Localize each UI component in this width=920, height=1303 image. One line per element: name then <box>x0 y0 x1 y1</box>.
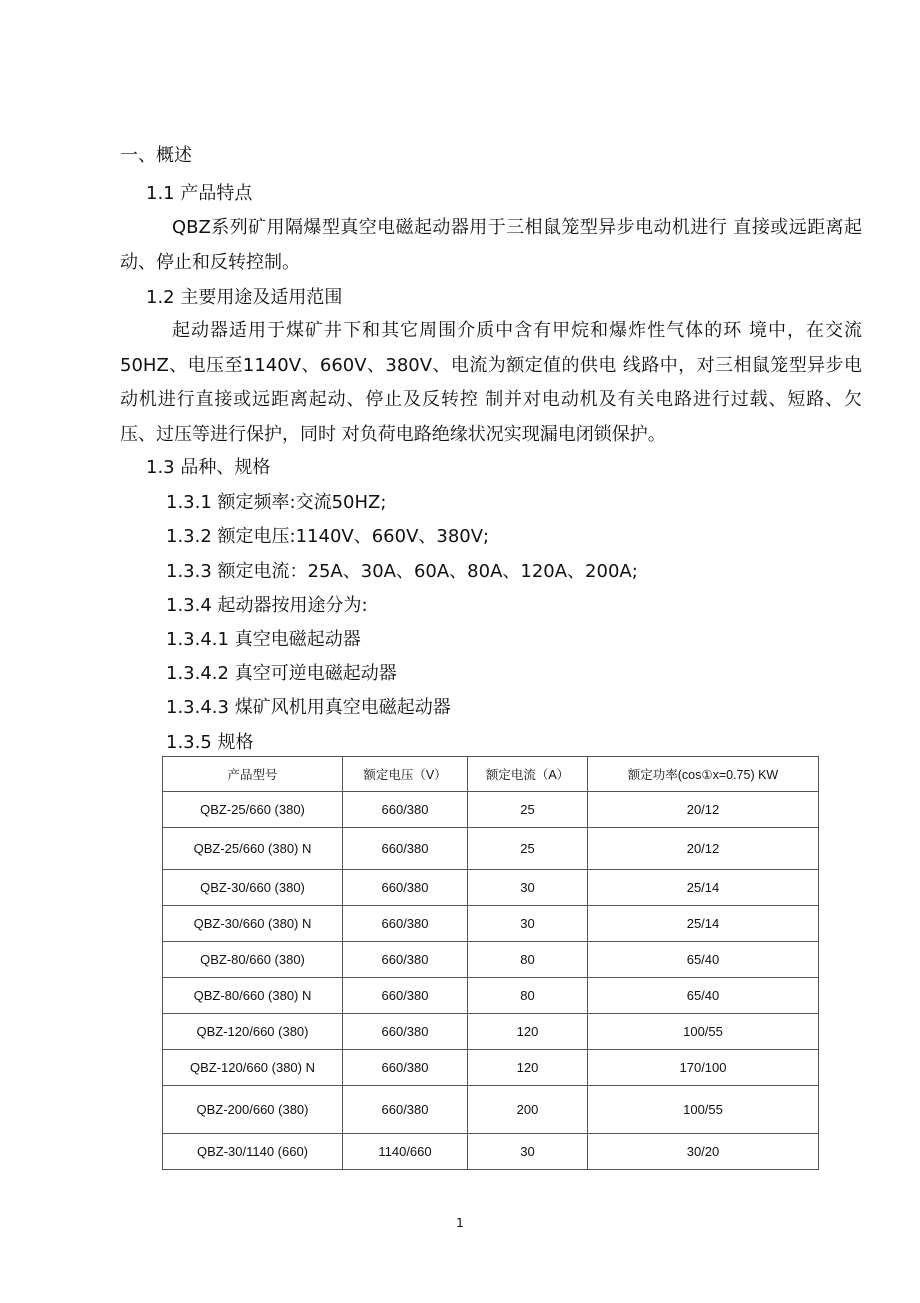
cell-model: QBZ-30/660 (380) <box>163 870 343 906</box>
cell-model: QBZ-200/660 (380) <box>163 1086 343 1134</box>
cell-power: 65/40 <box>588 978 819 1014</box>
cell-current: 120 <box>468 1050 588 1086</box>
cell-voltage: 660/380 <box>343 942 468 978</box>
header-power: 额定功率(cos①x=0.75) KW <box>588 757 819 792</box>
cell-current: 120 <box>468 1014 588 1050</box>
table-row <box>163 906 819 942</box>
cell-power: 65/40 <box>588 942 819 978</box>
table-row <box>163 942 819 978</box>
cell-model: QBZ-25/660 (380) N <box>163 828 343 870</box>
item-1-3-4: 1.3.4 起动器按用途分为: <box>166 595 368 616</box>
cell-model: QBZ-120/660 (380) <box>163 1014 343 1050</box>
paragraph-product-features: QBZ系列矿用隔爆型真空电磁起动器用于三相鼠笼型异步电动机进行 直接或远距离起动、停止和反转控制。 <box>120 217 862 273</box>
cell-current: 80 <box>468 942 588 978</box>
cell-model: QBZ-25/660 (380) <box>163 792 343 828</box>
cell-voltage: 660/380 <box>343 1086 468 1134</box>
paragraph-usage-scope: 起动器适用于煤矿井下和其它周围介质中含有甲烷和爆炸性气体的环 境中，在交流50HZ、电压至1140V、660V、380V、电流为额定值的供电 线路中，对三相鼠笼型异步电动机进行直接或远距离起动、停止及反转控 制并对电动机及有关电路进行过载、短路、欠压、过压等进行保护，同时 对负荷电路绝缘状况实现漏电闭锁保护。 <box>120 320 862 445</box>
table-row <box>163 870 819 906</box>
table-header-row <box>163 757 819 792</box>
cell-current: 200 <box>468 1086 588 1134</box>
cell-model: QBZ-120/660 (380) N <box>163 1050 343 1086</box>
cell-power: 170/100 <box>588 1050 819 1086</box>
item-1-3-3: 1.3.3 额定电流：25A、30A、60A、80A、120A、200A; <box>166 561 638 582</box>
cell-current: 80 <box>468 978 588 1014</box>
heading-1-3: 1.3 品种、规格 <box>146 457 271 478</box>
cell-voltage: 660/380 <box>343 792 468 828</box>
cell-voltage: 660/380 <box>343 978 468 1014</box>
item-1-3-5: 1.3.5 规格 <box>166 732 254 753</box>
header-model: 产品型号 <box>163 757 343 792</box>
cell-current: 30 <box>468 1134 588 1170</box>
cell-power: 100/55 <box>588 1014 819 1050</box>
table-row <box>163 1086 819 1134</box>
cell-voltage: 660/380 <box>343 1050 468 1086</box>
cell-current: 25 <box>468 828 588 870</box>
cell-voltage: 660/380 <box>343 870 468 906</box>
table-row <box>163 828 819 870</box>
cell-model: QBZ-80/660 (380) <box>163 942 343 978</box>
table-row <box>163 1134 819 1170</box>
heading-1-1: 1.1 产品特点 <box>146 183 253 204</box>
table-row <box>163 1014 819 1050</box>
cell-model: QBZ-80/660 (380) N <box>163 978 343 1014</box>
cell-current: 25 <box>468 792 588 828</box>
cell-current: 30 <box>468 870 588 906</box>
item-1-3-1: 1.3.1 额定频率:交流50HZ; <box>166 492 387 513</box>
cell-power: 25/14 <box>588 870 819 906</box>
item-1-3-4-3: 1.3.4.3 煤矿风机用真空电磁起动器 <box>166 697 451 718</box>
item-1-3-2: 1.3.2 额定电压:1140V、660V、380V; <box>166 526 490 547</box>
cell-power: 100/55 <box>588 1086 819 1134</box>
cell-voltage: 660/380 <box>343 1014 468 1050</box>
section-title: 一、概述 <box>120 145 192 166</box>
table-row <box>163 792 819 828</box>
header-voltage: 额定电压（V） <box>343 757 468 792</box>
table-row <box>163 978 819 1014</box>
cell-model: QBZ-30/1140 (660) <box>163 1134 343 1170</box>
cell-power: 20/12 <box>588 792 819 828</box>
cell-model: QBZ-30/660 (380) N <box>163 906 343 942</box>
cell-power: 25/14 <box>588 906 819 942</box>
heading-1-2: 1.2 主要用途及适用范围 <box>146 287 343 308</box>
cell-power: 20/12 <box>588 828 819 870</box>
cell-current: 30 <box>468 906 588 942</box>
cell-voltage: 1140/660 <box>343 1134 468 1170</box>
cell-voltage: 660/380 <box>343 906 468 942</box>
header-current: 额定电流（A） <box>468 757 588 792</box>
table-row <box>163 1050 819 1086</box>
page-number: 1 <box>456 1216 464 1230</box>
item-1-3-4-1: 1.3.4.1 真空电磁起动器 <box>166 629 361 650</box>
cell-voltage: 660/380 <box>343 828 468 870</box>
spec-table <box>162 756 819 1170</box>
cell-power: 30/20 <box>588 1134 819 1170</box>
item-1-3-4-2: 1.3.4.2 真空可逆电磁起动器 <box>166 663 397 684</box>
